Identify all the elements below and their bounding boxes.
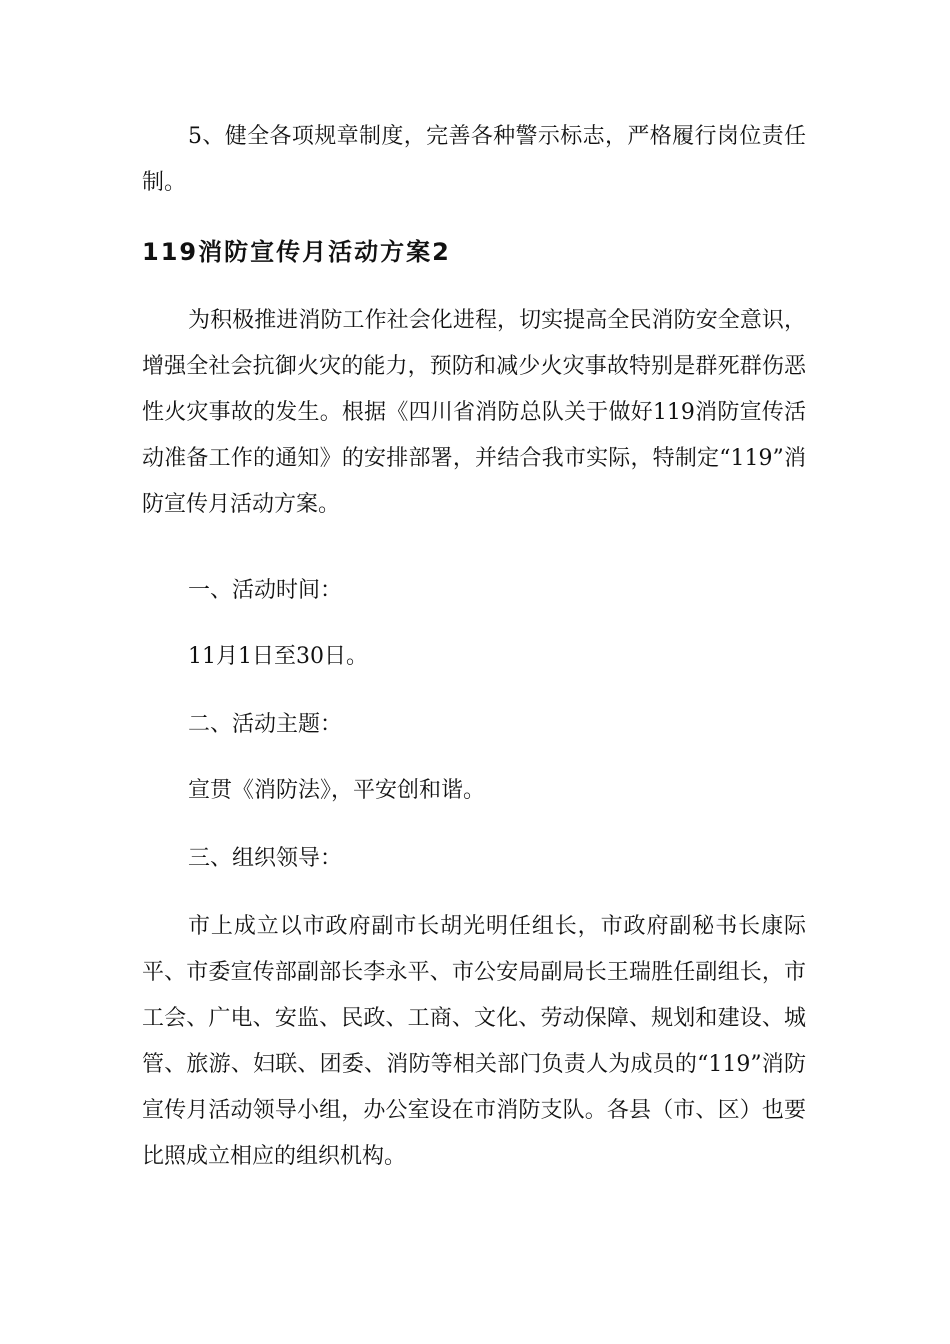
paragraph-rules: 5、健全各项规章制度，完善各种警示标志，严格履行岗位责任制。	[142, 124, 806, 195]
section-title-organization: 三、组织领导：	[188, 846, 343, 871]
section-title-theme: 二、活动主题：	[188, 712, 343, 737]
paragraph-intro: 为积极推进消防工作社会化进程，切实提高全民消防安全意识，增强全社会抗御火灾的能力，预防和减少火灾事故特别是群死群伤恶性火灾事故的发生。根据《四川省消防总队关于做好119消防宣传活动准备工作的通知》的安排部署，并结合我市实际，特制定“119”消防宣传月活动方案。	[142, 308, 806, 517]
section-heading: 119消防宣传月活动方案2	[142, 238, 451, 266]
section-title-time: 一、活动时间：	[188, 578, 343, 603]
section-body-theme: 宣贯《消防法》，平安创和谐。	[188, 778, 486, 803]
section-body-time: 11月1日至30日。	[188, 644, 368, 669]
paragraph-organization: 市上成立以市政府副市长胡光明任组长，市政府副秘书长康际平、市委宣传部副部长李永平、市公安局副局长王瑞胜任副组长，市工会、广电、安监、民政、工商、文化、劳动保障、规划和建设、城管、旅游、妇联、团委、消防等相关部门负责人为成员的“119”消防宣传月活动领导小组，办公室设在市消防支队。各县（市、区）也要比照成立相应的组织机构。	[142, 914, 806, 1169]
